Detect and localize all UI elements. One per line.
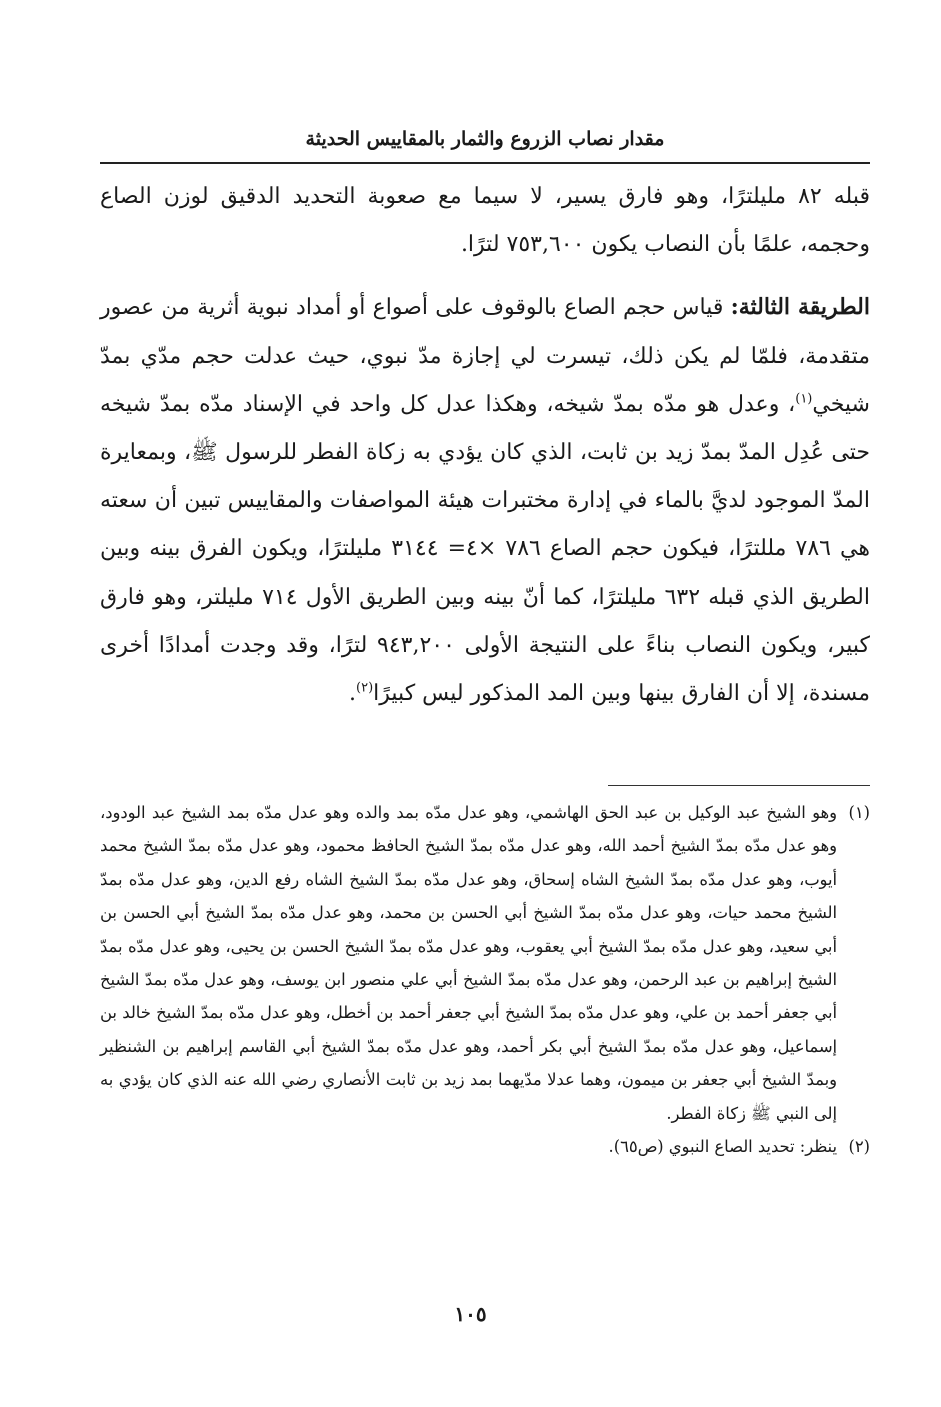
- running-header: مقدار نصاب الزروع والثمار بالمقاييس الحديثة: [305, 128, 665, 150]
- footnote-1: [100, 796, 870, 1130]
- main-text: [100, 173, 870, 718]
- paragraph-third-method: [100, 283, 870, 718]
- page-number: ١٠٥: [454, 1302, 487, 1326]
- paragraph-text-part-b: ، وعدل هو مدّه بمدّ شيخه، وهكذا عدل كل واحد في الإسناد مدّه بمدّ شيخه حتى عُدِل المدّ بمدّ زيد بن ثابت، الذي كان يؤدي به زكاة الفطر للرسول ﷺ، وبمعايرة المدّ الموجود لديَّ بالماء في إدارة مختبرات هيئة المواصفات والمقاييس تبين أن سعته هي ٧٨٦ مللترًا، فيكون حجم الصاع ٧٨٦ ×٤= ٣١٤٤ مليلترًا، ويكون الفرق بينه وبين الطريق الذي قبله ٦٣٢ مليلترًا، كما أنّ بينه وبين الطريق الأول ٧١٤ مليلتر، وهو فارق كبير، ويكون النصاب بناءً على النتيجة الأولى ٩٤٣,٢٠٠ لترًا، وقد وجدت أمدادًا أخرى مسندة، إلا أن الفارق بينها وبين المد المذكور ليس كبيرًا: [100, 391, 870, 707]
- footnotes: [100, 796, 870, 1163]
- footnote-text: وهو الشيخ عبد الوكيل بن عبد الحق الهاشمي، وهو عدل مدّه بمد والده وهو عدل مدّه بمد الشيخ عبد الودود، وهو عدل مدّه بمدّ الشيخ أحمد الله، وهو عدل مدّه بمدّ الشيخ الحافظ محمود، وهو عدل مدّه بمدّ الشيخ محمد أيوب، وهو عدل مدّه بمدّ الشيخ الشاه إسحاق، وهو عدل مدّه بمدّ الشيخ الشاه رفع الدين، وهو عدل مدّه بمدّ الشيخ محمد حيات، وهو عدل مدّه بمدّ الشيخ أبي الحسن بن محمد، وهو عدل مدّه بمدّ الشيخ أبي الحسن بن أبي سعيد، وهو عدل مدّه بمدّ الشيخ أبي يعقوب، وهو عدل مدّه بمدّ الشيخ الحسن بن يحيى، وهو عدل مدّه بمدّ الشيخ إبراهيم بن عبد الرحمن، وهو عدل مدّه بمدّ الشيخ أبي علي منصور ابن يوسف، وهو عدل مدّه بمدّ الشيخ أبي جعفر أحمد بن علي، وهو عدل مدّه بمدّ الشيخ أبي جعفر أحمد بن أخطل، وهو عدل مدّه بمدّ الشيخ خالد بن إسماعيل، وهو عدل مدّه بمدّ الشيخ أبي بكر أحمد، وهو عدل مدّه بمدّ الشيخ أبي القاسم إبراهيم بن الشنظير وبمدّ الشيخ أبي جعفر بن ميمون، وهما عدلا مدّيهما بمد زيد بن ثابت الأنصاري رضي الله عنه الذي كان يؤدي به إلى النبي ﷺ زكاة الفطر.: [100, 803, 837, 1123]
- footnote-separator: [608, 785, 870, 786]
- header-rule: [100, 162, 870, 164]
- paragraph-text-part-a: قياس حجم الصاع بالوقوف على أصواع أو أمداد نبوية أثرية من عصور متقدمة، فلمّا لم يكن ذلك، تيسرت لي إجازة مدّ نبوي، حيث عدلت حجم مدّي بمدّ شيخي: [100, 295, 870, 417]
- paragraph-continuation: قبله ٨٢ مليلترًا، وهو فارق يسير، لا سيما مع صعوبة التحديد الدقيق لوزن الصاع وحجمه، علمًا بأن النصاب يكون ٧٥٣,٦٠٠ لترًا.: [100, 184, 870, 258]
- footnote-number: (١): [848, 803, 870, 822]
- footnote-2: [100, 1130, 870, 1163]
- footnote-text: ينظر: تحديد الصاع النبوي (ص٦٥).: [608, 1137, 837, 1157]
- paragraph-end: .: [349, 681, 357, 707]
- footnote-number: (٢): [848, 1137, 870, 1157]
- footnote-ref-2[interactable]: (٢): [356, 680, 374, 696]
- footnote-ref-1[interactable]: (١): [795, 391, 813, 407]
- section-lead-term: الطريقة الثالثة:: [730, 294, 870, 321]
